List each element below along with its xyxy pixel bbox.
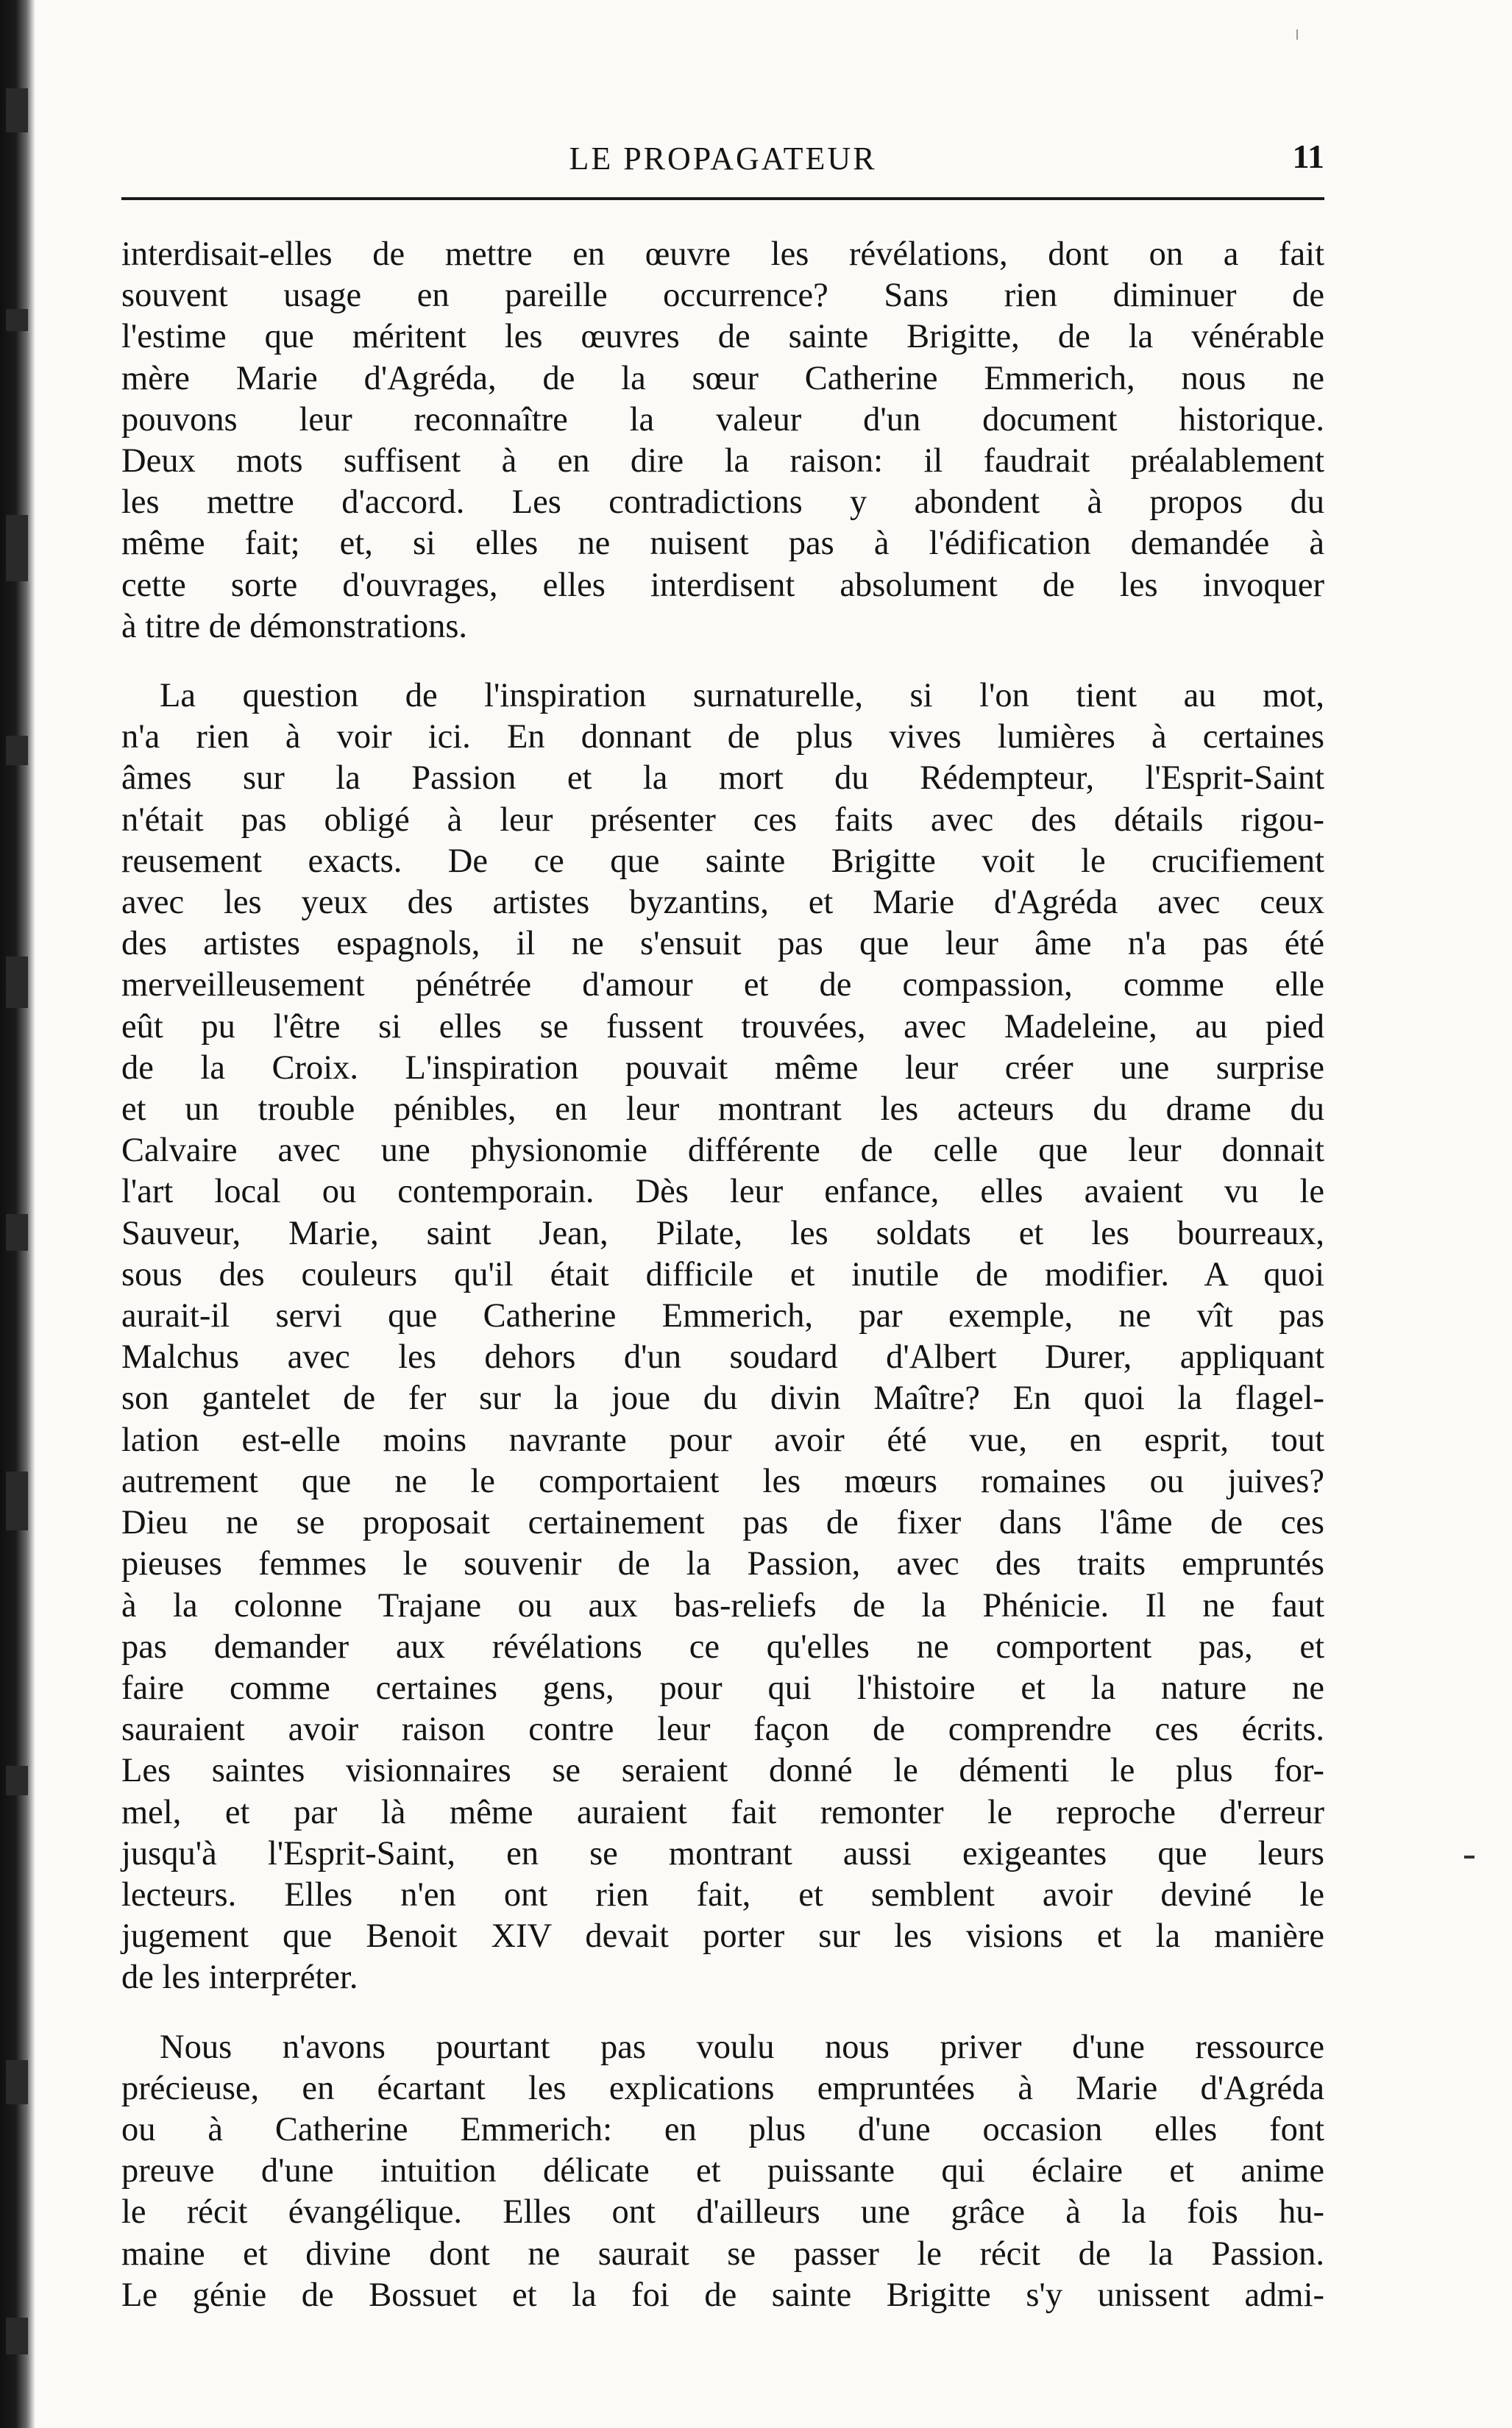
scan-speck (1296, 29, 1298, 40)
text-line: le récit évangélique. Elles ont d'ailleurs une grâce à la fois hu- (121, 2193, 1324, 2232)
text-line: eût pu l'être si elles se fussent trouvées, avec Madeleine, au pied (121, 1007, 1324, 1046)
spine-mark (6, 88, 28, 132)
text-line: Le génie de Bossuet et la foi de sainte Brigitte s'y unissent admi- (121, 2276, 1324, 2314)
page-number: 11 (1292, 138, 1324, 175)
page-header (121, 137, 1324, 181)
book-spine-shadow (0, 0, 35, 2428)
spine-mark (6, 956, 28, 1008)
text-line: les mettre d'accord. Les contradictions y abondent à propos du (121, 483, 1324, 522)
text-line: Sauveur, Marie, saint Jean, Pilate, les soldats et les bourreaux, (121, 1214, 1324, 1252)
text-line: aurait-il servi que Catherine Emmerich, par exemple, ne vît pas (121, 1297, 1324, 1335)
text-line: l'art local ou contemporain. Dès leur enfance, elles avaient vu le (121, 1173, 1324, 1211)
text-line: faire comme certaines gens, pour qui l'histoire et la nature ne (121, 1669, 1324, 1707)
text-line: de la Croix. L'inspiration pouvait même leur créer une surprise (121, 1048, 1324, 1087)
text-line: n'a rien à voir ici. En donnant de plus vives lumières à certaines (121, 718, 1324, 756)
text-line: La question de l'inspiration surnaturelle, si l'on tient au mot, (160, 677, 1324, 715)
text-line: son gantelet de fer sur la joue du divin Maître? En quoi la flagel- (121, 1380, 1324, 1418)
spine-mark (6, 2060, 28, 2104)
text-line: Les saintes visionnaires se seraient donné le démenti le plus for- (121, 1752, 1324, 1790)
text-line: à titre de démonstrations. (121, 607, 468, 645)
text-line: interdisait-elles de mettre en œuvre les révélations, dont on a fait (121, 235, 1324, 273)
text-line: même fait; et, si elles ne nuisent pas à l'édification demandée à (121, 525, 1324, 563)
text-line: sauraient avoir raison contre leur façon de comprendre ces écrits. (121, 1711, 1324, 1749)
text-line: pouvons leur reconnaître la valeur d'un document historique. (121, 400, 1324, 439)
text-line: n'était pas obligé à leur présenter ces faits avec des détails rigou- (121, 801, 1324, 839)
text-line: précieuse, en écartant les explications empruntées à Marie d'Agréda (121, 2069, 1324, 2107)
text-line: lation est-elle moins navrante pour avoir été vue, en esprit, tout (121, 1421, 1324, 1459)
text-line: et un trouble pénibles, en leur montrant les acteurs du drame du (121, 1090, 1324, 1129)
text-line: à la colonne Trajane ou aux bas-reliefs de la Phénicie. Il ne faut (121, 1586, 1324, 1625)
text-line: jugement que Benoit XIV devait porter sur les visions et la manière (121, 1917, 1324, 1956)
text-line: pieuses femmes le souvenir de la Passion, avec des traits empruntés (121, 1545, 1324, 1583)
text-line: des artistes espagnols, il ne s'ensuit pas que leur âme n'a pas été (121, 925, 1324, 963)
text-line: cette sorte d'ouvrages, elles interdisent absolument de les invoquer (121, 566, 1324, 604)
text-line: jusqu'à l'Esprit-Saint, en se montrant aussi exigeantes que leurs (121, 1834, 1324, 1873)
text-line: autrement que ne le comportaient les mœurs romaines ou juives? (121, 1462, 1324, 1500)
text-line: Nous n'avons pourtant pas voulu nous priver d'une ressource (160, 2028, 1324, 2066)
text-line: sous des couleurs qu'il était difficile et inutile de modifier. A quoi (121, 1255, 1324, 1293)
text-line: souvent usage en pareille occurrence? Sans rien diminuer de (121, 277, 1324, 315)
body-text (121, 234, 1324, 2316)
text-line: l'estime que méritent les œuvres de sainte Brigitte, de la vénérable (121, 318, 1324, 356)
spine-mark (6, 309, 28, 331)
spine-mark (6, 1214, 28, 1251)
header-rule (121, 197, 1324, 200)
text-line: Malchus avec les dehors d'un soudard d'Albert Durer, appliquant (121, 1338, 1324, 1377)
spine-mark (6, 2318, 28, 2354)
text-line: de les interpréter. (121, 1959, 358, 1997)
text-line: avec les yeux des artistes byzantins, et Marie d'Agréda avec ceux (121, 884, 1324, 922)
text-line: maine et divine dont ne saurait se passer le récit de la Passion. (121, 2234, 1324, 2273)
text-line: mère Marie d'Agréda, de la sœur Catherine Emmerich, nous ne (121, 359, 1324, 397)
text-line: pas demander aux révélations ce qu'elles ne comportent pas, et (121, 1627, 1324, 1666)
spine-mark (6, 1766, 28, 1795)
text-line: Deux mots suffisent à en dire la raison: il faudrait préalablement (121, 442, 1324, 480)
spine-mark (6, 1472, 28, 1530)
text-line: reusement exacts. De ce que sainte Brigitte voit le crucifiement (121, 842, 1324, 880)
margin-dash (1464, 1856, 1474, 1859)
text-line: mel, et par là même auraient fait remonter le reproche d'erreur (121, 1793, 1324, 1831)
text-line: Calvaire avec une physionomie différente de celle que leur donnait (121, 1132, 1324, 1170)
text-line: preuve d'une intuition délicate et puissante qui éclaire et anime (121, 2152, 1324, 2190)
spine-mark (6, 736, 28, 765)
text-line: lecteurs. Elles n'en ont rien fait, et semblent avoir deviné le (121, 1875, 1324, 1914)
text-line: Dieu ne se proposait certainement pas de fixer dans l'âme de ces (121, 1504, 1324, 1542)
text-line: merveilleusement pénétrée d'amour et de compassion, comme elle (121, 966, 1324, 1004)
running-title: LE PROPAGATEUR (569, 141, 877, 177)
spine-mark (6, 515, 28, 581)
text-line: ou à Catherine Emmerich: en plus d'une occasion elles font (121, 2110, 1324, 2148)
text-line: âmes sur la Passion et la mort du Rédempteur, l'Esprit-Saint (121, 759, 1324, 798)
